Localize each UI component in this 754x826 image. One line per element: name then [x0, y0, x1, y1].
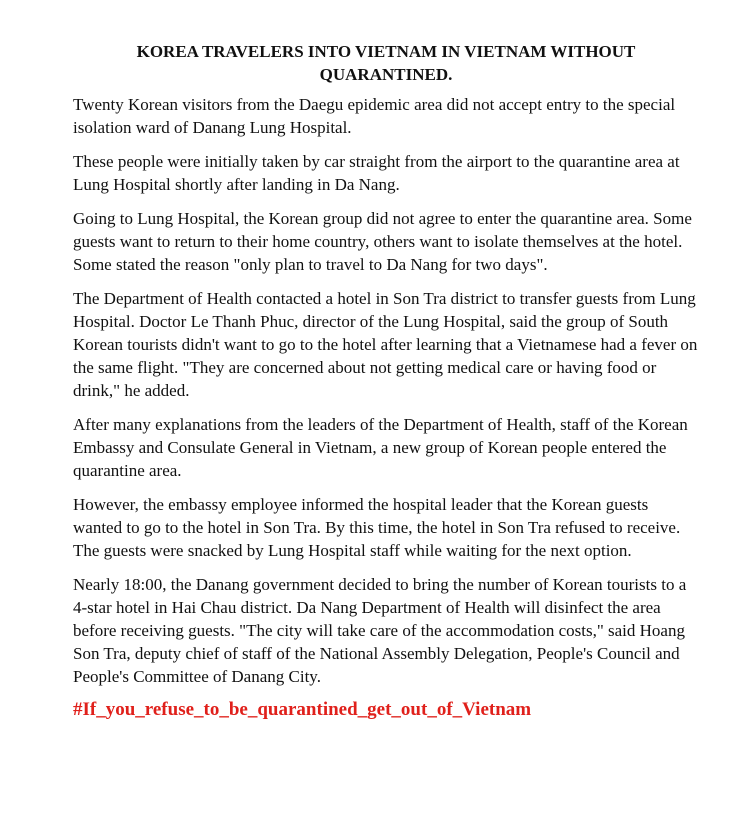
paragraph-7: Nearly 18:00, the Danang government decided to bring the number of Korean tourists to a 4-star hotel in Hai Chau district. Da Nang Department of Health will disinfect the area before receiving guests. "The city will take care of the accommodation costs," said Hoang Son Tra, deputy chief of staff of the National Assembly Delegation, People's Council and People's Committee of Danang City. [73, 575, 687, 686]
hashtag-text: #If_you_refuse_to_be_quarantined_get_out_of_Vietnam [73, 699, 532, 720]
paragraph-2: These people were initially taken by car straight from the airport to the quarantine area at Lung Hospital shortly after landing in Da Nang. [73, 152, 680, 194]
paragraph-5: After many explanations from the leaders of the Department of Health, staff of the Korean Embassy and Consulate General in Vietnam, a new group of Korean people entered the quarantine area. [73, 415, 688, 480]
paragraph-1: Twenty Korean visitors from the Daegu epidemic area did not accept entry to the special isolation ward of Danang Lung Hospital. [73, 95, 676, 137]
document-body [73, 40, 699, 722]
paragraph-6: However, the embassy employee informed the hospital leader that the Korean guests wanted to go to the hotel in Son Tra. By this time, the hotel in Son Tra refused to receive. The guests were snacked by Lung Hospital staff while waiting for the next option. [73, 495, 681, 560]
paragraph-3: Going to Lung Hospital, the Korean group did not agree to enter the quarantine area. Some guests want to return to their home country, others want to isolate themselves at the hotel. Some stated the reason "only plan to travel to Da Nang for two days". [73, 209, 692, 274]
paragraph-4: The Department of Health contacted a hotel in Son Tra district to transfer guests from Lung Hospital. Doctor Le Thanh Phuc, director of the Lung Hospital, said the group of South Korean tourists didn't want to go to the hotel after learning that a Vietnamese had a fever on the same flight. "They are concerned about not getting medical care or having food or drink," he added. [73, 289, 698, 400]
document-title: KOREA TRAVELERS INTO VIETNAM IN VIETNAM WITHOUT QUARANTINED. [136, 42, 636, 84]
